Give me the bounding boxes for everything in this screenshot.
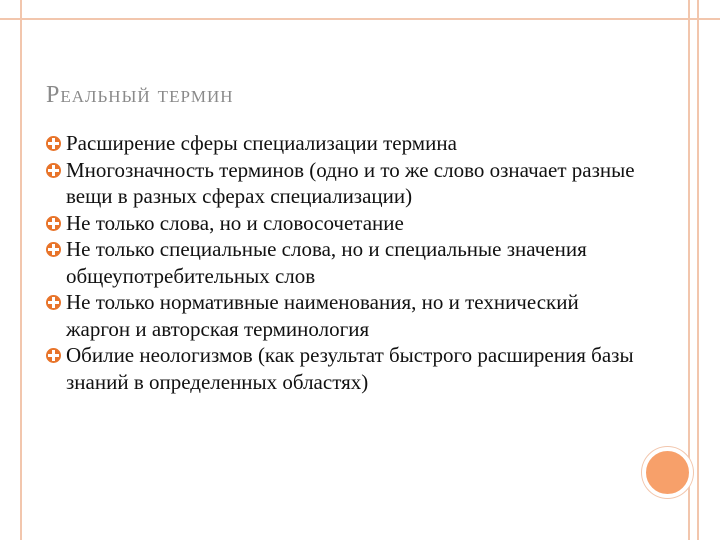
bullet-text: Не только нормативные наименования, но и технический жаргон и авторская терминология: [66, 290, 579, 341]
plus-bullet-icon: [46, 295, 61, 310]
plus-bullet-icon: [46, 136, 61, 151]
frame-top-line: [0, 18, 720, 20]
plus-bullet-icon: [46, 216, 61, 231]
bullet-text: Не только специальные слова, но и специальные значения общеупотребительных слов: [66, 237, 587, 288]
decorative-circle: [642, 447, 693, 498]
plus-bullet-icon: [46, 163, 61, 178]
frame-right-outer-line: [697, 0, 699, 540]
bullet-text: Многозначность терминов (одно и то же слово означает разные вещи в разных сферах специализации): [66, 157, 635, 208]
bullet-list: [46, 130, 646, 395]
list-item: [46, 210, 646, 237]
list-item: [46, 342, 646, 395]
slide-title: Реальный термин: [46, 82, 234, 108]
list-item: [46, 130, 646, 157]
list-item: [46, 157, 646, 210]
bullet-text: Не только слова, но и словосочетание: [66, 210, 404, 235]
plus-bullet-icon: [46, 348, 61, 363]
bullet-text: Расширение сферы специализации термина: [66, 131, 457, 155]
bullet-text: Обилие неологизмов (как результат быстрого расширения базы знаний в определенных областях): [66, 343, 634, 394]
frame-left-line: [20, 0, 22, 540]
plus-bullet-icon: [46, 242, 61, 257]
list-item: [46, 289, 646, 342]
list-item: [46, 236, 646, 289]
